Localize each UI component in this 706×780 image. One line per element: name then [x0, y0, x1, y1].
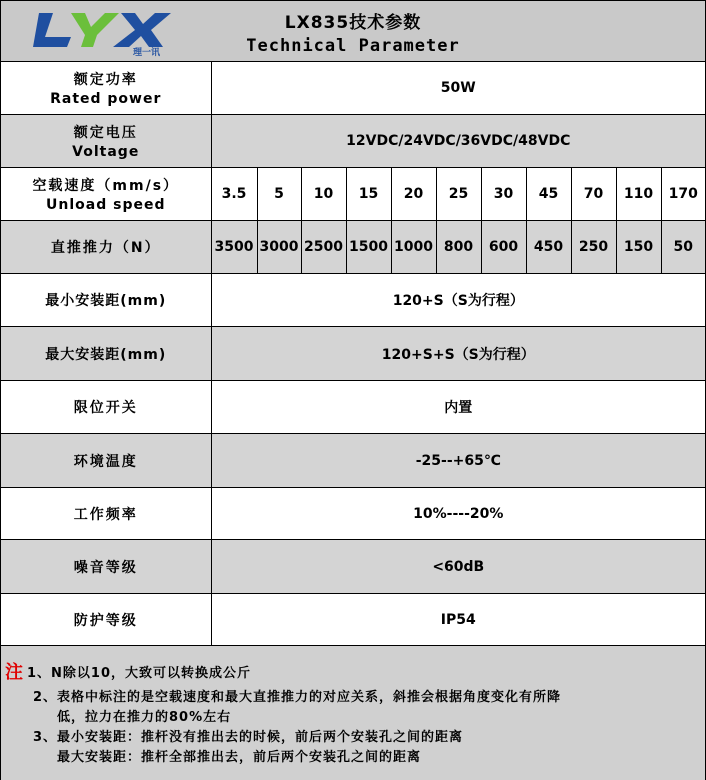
label-protection: 防护等级 [1, 594, 211, 646]
thrust-cell: 450 [526, 221, 571, 274]
parameter-table [1, 62, 705, 646]
thrust-cell: 250 [571, 221, 616, 274]
logo-subtext: 理一讯 [133, 48, 161, 57]
row-frequency [1, 488, 705, 540]
note-3b: 最大安装距：推杆全部推出去，前后两个安装孔之间的距离 [57, 750, 422, 765]
label-noise: 噪音等级 [1, 540, 211, 594]
label-limit-switch: 限位开关 [1, 381, 211, 434]
label-thrust: 直推推力（N） [1, 221, 211, 274]
thrust-cell: 800 [436, 221, 481, 274]
value-rated-power: 50W [211, 62, 705, 115]
header [1, 1, 705, 62]
speed-cell: 5 [257, 168, 301, 221]
label-en: Voltage [72, 144, 140, 160]
value-limit-switch: 内置 [211, 381, 705, 434]
note-2a: 2、表格中标注的是空载速度和最大直推推力的对应关系，斜推会根据角度变化有所降 [33, 690, 562, 705]
thrust-cell: 50 [661, 221, 705, 274]
speed-cell: 70 [571, 168, 616, 221]
note-1: 1、N除以10，大致可以转换成公斤 [27, 666, 252, 681]
value-temperature: -25--+65℃ [211, 434, 705, 488]
label-min-install: 最小安装距(mm) [1, 274, 211, 327]
row-thrust [1, 221, 705, 274]
thrust-cell: 3000 [257, 221, 301, 274]
speed-cell: 30 [481, 168, 526, 221]
speed-cell: 25 [436, 168, 481, 221]
title-chinese: LX835技术参数 [284, 13, 422, 33]
value-frequency: 10%----20% [211, 488, 705, 540]
thrust-cell: 600 [481, 221, 526, 274]
label-en: Unload speed [46, 197, 166, 213]
speed-cell: 15 [346, 168, 391, 221]
value-min-install: 120+S（S为行程） [211, 274, 705, 327]
label-unload-speed [1, 168, 211, 221]
label-frequency: 工作频率 [1, 488, 211, 540]
speed-cell: 20 [391, 168, 436, 221]
thrust-cell: 1500 [346, 221, 391, 274]
row-unload-speed [1, 168, 705, 221]
row-min-install [1, 274, 705, 327]
speed-cell: 45 [526, 168, 571, 221]
thrust-cell: 3500 [211, 221, 257, 274]
note-3a: 3、最小安装距：推杆没有推出去的时候，前后两个安装孔之间的距离 [33, 730, 464, 745]
label-voltage [1, 115, 211, 168]
title-english: Technical Parameter [246, 36, 460, 56]
notes-section [1, 645, 705, 780]
speed-cell: 110 [616, 168, 661, 221]
row-temperature [1, 434, 705, 488]
note-mark: 注 [5, 662, 23, 683]
thrust-cell: 1000 [391, 221, 436, 274]
label-cn: 额定电压 [73, 125, 138, 141]
value-protection: IP54 [211, 594, 705, 646]
label-cn: 额定功率 [73, 72, 138, 88]
row-noise [1, 540, 705, 594]
thrust-cell: 2500 [301, 221, 346, 274]
label-cn: 空载速度（mm/s） [32, 178, 180, 194]
row-limit-switch [1, 381, 705, 434]
speed-cell: 170 [661, 168, 705, 221]
value-max-install: 120+S+S（S为行程） [211, 327, 705, 381]
thrust-cell: 150 [616, 221, 661, 274]
label-en: Rated power [50, 91, 162, 107]
value-noise: <60dB [211, 540, 705, 594]
value-voltage: 12VDC/24VDC/36VDC/48VDC [211, 115, 705, 168]
speed-cell: 10 [301, 168, 346, 221]
label-rated-power [1, 62, 211, 115]
label-temperature: 环境温度 [1, 434, 211, 488]
row-protection [1, 594, 705, 646]
row-voltage [1, 115, 705, 168]
speed-cell: 3.5 [211, 168, 257, 221]
row-max-install [1, 327, 705, 381]
note-2b: 低，拉力在推力的80%左右 [57, 710, 232, 725]
row-rated-power [1, 62, 705, 115]
label-max-install: 最大安装距(mm) [1, 327, 211, 381]
